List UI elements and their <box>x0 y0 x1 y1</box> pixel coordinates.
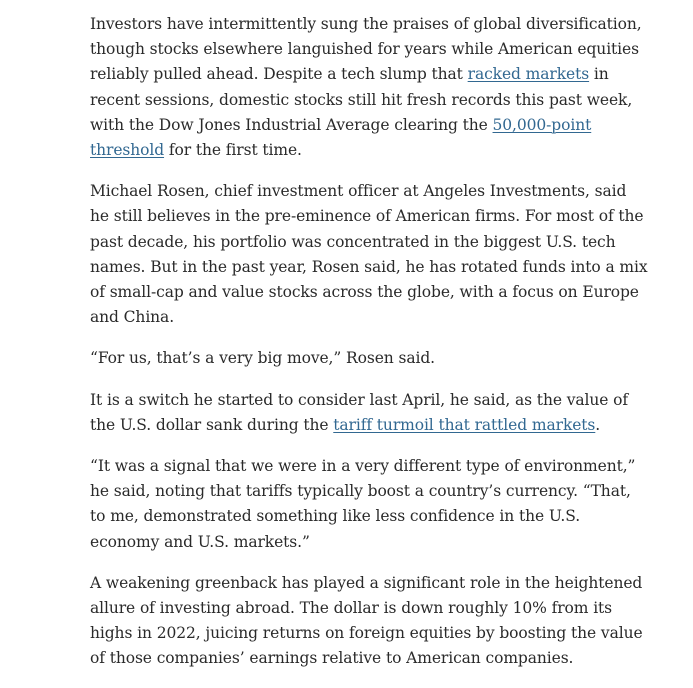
paragraph-5-quote: “It was a signal that we were in a very different type of environment,” he said, noting that tariffs typically boost a country’s currency. “That, to me, demonstrated something like less confidence in the U.S. economy and U.S. markets.” <box>90 457 636 551</box>
tariff-turmoil-link[interactable]: tariff turmoil that rattled markets <box>333 415 596 434</box>
paragraph-6: A weakening greenback has played a significant role in the heightened allure of investing abroad. The dollar is down roughly 10% from its highs in 2022, juicing returns on foreign equities by boosting the value of those companies’ earnings relative to American companies. <box>90 573 643 668</box>
paragraph-4 <box>90 388 650 438</box>
50000-point-threshold-link[interactable]: 50,000-point threshold <box>90 115 592 160</box>
paragraph-2: Michael Rosen, chief investment officer at Angeles Investments, said he still believes in the pre-eminence of American firms. For most of the past decade, his portfolio was concentrated in the biggest U.S. tech names. But in the past year, Rosen said, he has rotated funds into a mix of small-cap and value stocks across the globe, with a focus on Europe and China. <box>90 182 648 327</box>
paragraph-4-text-b: . <box>595 415 601 434</box>
paragraph-1-text-c: for the first time. <box>164 141 302 160</box>
paragraph-3-quote: “For us, that’s a very big move,” Rosen said. <box>90 349 435 368</box>
paragraph-1 <box>90 12 650 163</box>
paragraph-4-text-a: It is a switch he started to consider last April, he said, as the value of the U.S. dollar sank during the <box>90 390 629 434</box>
racked-markets-link[interactable]: racked markets <box>467 65 590 84</box>
paragraph-1-text-a: Investors have intermittently sung the praises of global diversification, though stocks elsewhere languished for years while American equities reliably pulled ahead. Despite a tech slump that <box>90 15 642 84</box>
article-body <box>90 12 650 688</box>
paragraph-1-text-b: in recent sessions, domestic stocks still hit fresh records this past week, with the Dow Jones Industrial Average clearing the <box>90 65 633 134</box>
